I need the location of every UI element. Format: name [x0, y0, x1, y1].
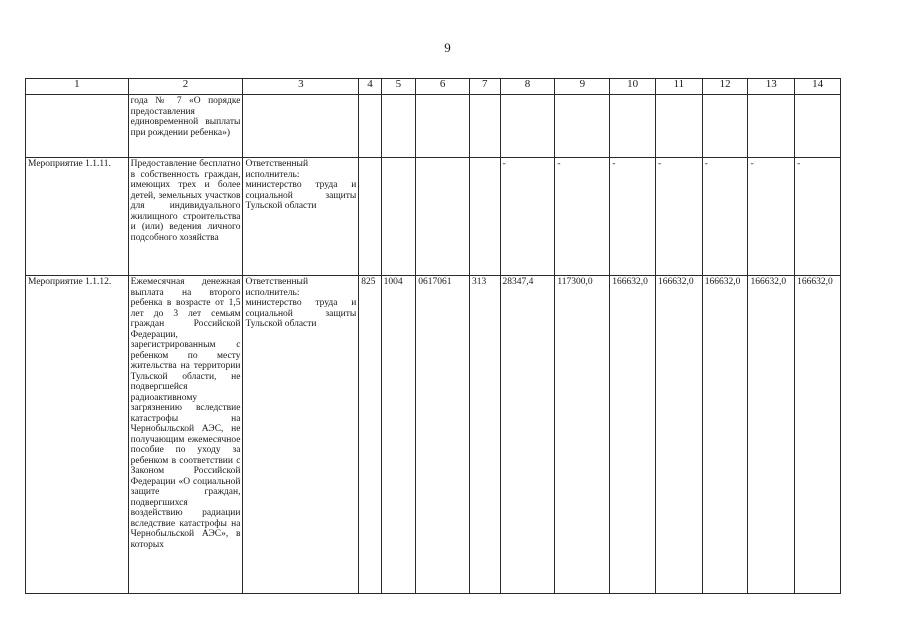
table-row: [26, 95, 841, 158]
measure-cell: [26, 95, 129, 158]
value-cell: 825: [359, 276, 381, 594]
value-cell: [555, 95, 610, 158]
value-cell: [416, 158, 470, 276]
description-cell: Ежемесячная денежная выплата на второго ребенка в возрасте от 1,5 лет до 3 лет семьям граждан Российской Федерации, зарегистрированным с ребенком по месту жительства на территории Тульской области, не подвергшейся радиоактивному загрязнению вследствие катастрофы на Чернобыльской АЭС, не получающим ежемесячное пособие по уходу за ребенком в соответствии с Законом Российской Федерации «О социальной защите граждан, подвергшихся воздействию радиации вследствие катастрофы на Чернобыльской АЭС», в которых: [128, 276, 243, 594]
column-header: 6: [416, 79, 470, 95]
value-cell: [795, 95, 841, 158]
value-cell: [470, 95, 500, 158]
column-header: 12: [702, 79, 748, 95]
column-header: 9: [555, 79, 610, 95]
executor-cell: [243, 95, 359, 158]
value-cell: 166632,0: [795, 276, 841, 594]
value-cell: -: [655, 158, 702, 276]
value-cell: [500, 95, 555, 158]
value-cell: -: [555, 158, 610, 276]
header-row: [26, 79, 841, 95]
table-row: [26, 276, 841, 594]
table-row: [26, 158, 841, 276]
column-header: 4: [359, 79, 381, 95]
column-header: 11: [655, 79, 702, 95]
value-cell: [359, 95, 381, 158]
value-cell: -: [610, 158, 656, 276]
value-cell: 0617061: [416, 276, 470, 594]
value-cell: [748, 95, 795, 158]
column-header: 10: [610, 79, 656, 95]
value-cell: 117300,0: [555, 276, 610, 594]
value-cell: 28347,4: [500, 276, 555, 594]
column-header: 2: [128, 79, 243, 95]
value-cell: 313: [470, 276, 500, 594]
value-cell: [359, 158, 381, 276]
value-cell: 1004: [381, 276, 416, 594]
column-header: 8: [500, 79, 555, 95]
page-number: 9: [444, 40, 451, 55]
value-cell: -: [500, 158, 555, 276]
value-cell: -: [748, 158, 795, 276]
value-cell: 166632,0: [655, 276, 702, 594]
value-cell: [610, 95, 656, 158]
value-cell: [470, 158, 500, 276]
measure-cell: Мероприятие 1.1.11.: [26, 158, 129, 276]
column-header: 14: [795, 79, 841, 95]
budget-table: [25, 78, 841, 594]
value-cell: [702, 95, 748, 158]
value-cell: -: [702, 158, 748, 276]
column-header: 5: [381, 79, 416, 95]
measure-cell: Мероприятие 1.1.12.: [26, 276, 129, 594]
column-header: 3: [243, 79, 359, 95]
description-cell: года № 7 «О порядке предоставления единовременной выплаты при рождении ребенка»): [128, 95, 243, 158]
value-cell: [381, 158, 416, 276]
value-cell: 166632,0: [748, 276, 795, 594]
column-header: 1: [26, 79, 129, 95]
value-cell: 166632,0: [610, 276, 656, 594]
column-header: 13: [748, 79, 795, 95]
value-cell: 166632,0: [702, 276, 748, 594]
value-cell: -: [795, 158, 841, 276]
value-cell: [655, 95, 702, 158]
executor-cell: Ответственный исполнитель: министерство труда и социальной защиты Тульской области: [243, 158, 359, 276]
value-cell: [381, 95, 416, 158]
executor-cell: Ответственный исполнитель: министерство труда и социальной защиты Тульской области: [243, 276, 359, 594]
value-cell: [416, 95, 470, 158]
column-header: 7: [470, 79, 500, 95]
description-cell: Предоставление бесплатно в собственность граждан, имеющих трех и более детей, земельных участков для индивидуального жилищного строительства и (или) ведения личного подсобного хозяйства: [128, 158, 243, 276]
